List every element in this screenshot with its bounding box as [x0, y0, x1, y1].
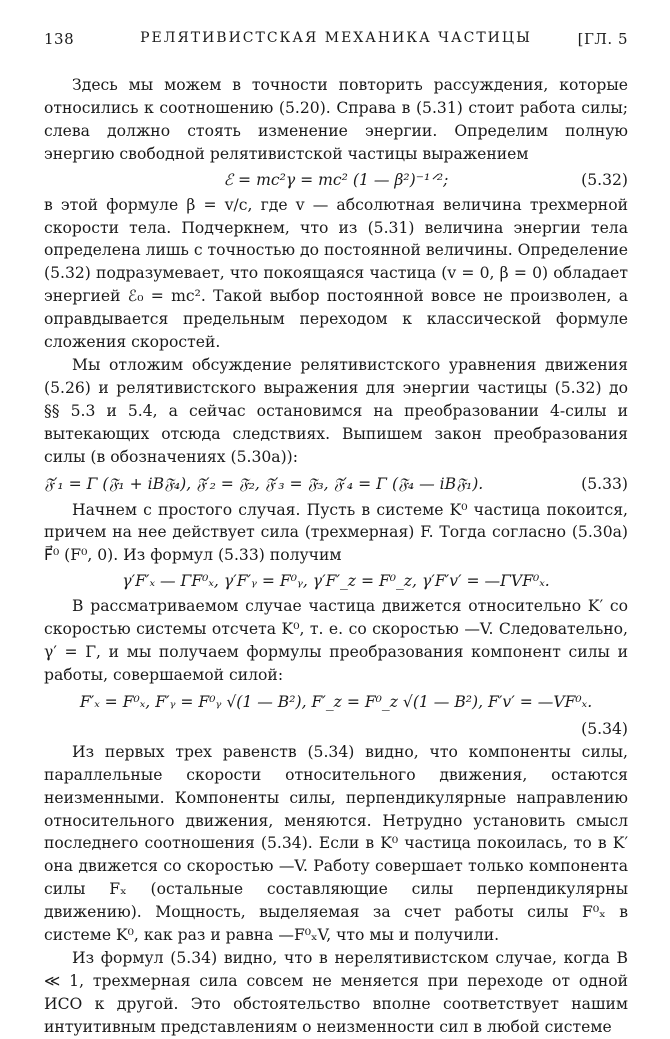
equation-5-34-number: (5.34)	[581, 719, 628, 738]
equation-5-33-formula: 𝔉′₁ = Γ (𝔉₁ + iB𝔉₄), 𝔉′₂ = 𝔉₂, 𝔉′₃ = 𝔉₃, 𝔉′₄ = Γ (𝔉₄ — iB𝔉₁).	[44, 474, 484, 493]
equation-force-transform	[44, 567, 628, 595]
equation-5-32-number: (5.32)	[581, 170, 628, 189]
equation-5-33	[44, 469, 628, 499]
equation-5-32	[44, 166, 628, 194]
paragraph-2: в этой формуле β = v/c, где v — абсолютная величина трехмерной скорости тела. Подчеркнем, что из (5.31) величина энергии тела определена лишь с точностью до постоянной величины. Определение (5.32) подразумевает, что покоящаяся частица (v = 0, β = 0) обладает энергией ℰ₀ = mc². Такой выбор постоянной вовсе не произволен, а оправдывается предельным переходом к классической формуле сложения скоростей.	[44, 195, 628, 352]
equation-5-33-number: (5.33)	[581, 474, 628, 493]
equation-5-34	[44, 687, 628, 717]
paragraph-1: Здесь мы можем в точности повторить рассуждения, которые относились к соотношению (5.20). Справа в (5.31) стоит работа силы; слева должно стоять изменение энергии. Определим полную энергию свободной релятивистской частицы выражением	[44, 76, 628, 163]
paragraph-3: Мы отложим обсуждение релятивистского уравнения движения (5.26) и релятивистского выражения для энергии частицы (5.32) до §§ 5.3 и 5.4, а сейчас остановимся на преобразовании 4-силы и вытекающих отсюда следствиях. Выпишем закон преобразования силы (в обозначениях (5.30а)):	[44, 355, 628, 466]
paragraph-5: В рассматриваемом случае частица движется относительно K′ со скоростью системы отсчета K⁰, т. е. со скоростью —V. Следовательно, γ′ = Γ, и мы получаем формулы преобразования компонент силы и работы, совершаемой силой:	[44, 597, 628, 684]
equation-force-transform-formula: γ′F′ₓ — ΓF⁰ₓ, γ′F′ᵧ = F⁰ᵧ, γ′F′_z = F⁰_z, γ′F′v′ = —ΓVF⁰ₓ.	[122, 572, 550, 591]
running-title: РЕЛЯТИВИСТСКАЯ МЕХАНИКА ЧАСТИЦЫ	[140, 30, 532, 46]
page-number: 138	[44, 30, 75, 48]
equation-5-34-formula: F′ₓ = F⁰ₓ, F′ᵧ = F⁰ᵧ √(1 — B²), F′_z = F⁰_z √(1 — B²), F′v′ = —VF⁰ₓ.	[79, 692, 593, 711]
chapter-marker: [ГЛ. 5	[577, 30, 628, 48]
page-header	[44, 30, 628, 54]
page-body	[44, 74, 628, 1039]
paragraph-7: Из формул (5.34) видно, что в нерелятивистском случае, когда B ≪ 1, трехмерная сила совсем не меняется при переходе от одной ИСО к другой. Это обстоятельство вполне соответствует нашим интуитивным представлениям о неизменности сил в любой системе	[44, 949, 628, 1036]
paragraph-4: Начнем с простого случая. Пусть в системе K⁰ частица покоится, причем на нее действует сила (трехмерная) F. Тогда согласно (5.30а) F⃗⁰ (F⁰, 0). Из формул (5.33) получим	[44, 500, 628, 565]
equation-5-32-formula: ℰ = mc²γ = mc² (1 — β²)⁻¹ᐟ²;	[223, 170, 449, 189]
paragraph-6: Из первых трех равенств (5.34) видно, что компоненты силы, параллельные скорости относительного движения, остаются неизменными. Компоненты силы, перпендикулярные направлению относительного движения, меняются. Нетрудно установить смысл последнего соотношения (5.34). Если в K⁰ частица покоилась, то в K′ она движется со скоростью —V. Работу совершает только компонента силы Fₓ (остальные составляющие силы перпендикулярны движению). Мощность, выделяемая за счет работы силы F⁰ₓ в системе K⁰, как раз и равна —F⁰ₓV, что мы и получили.	[44, 742, 628, 945]
